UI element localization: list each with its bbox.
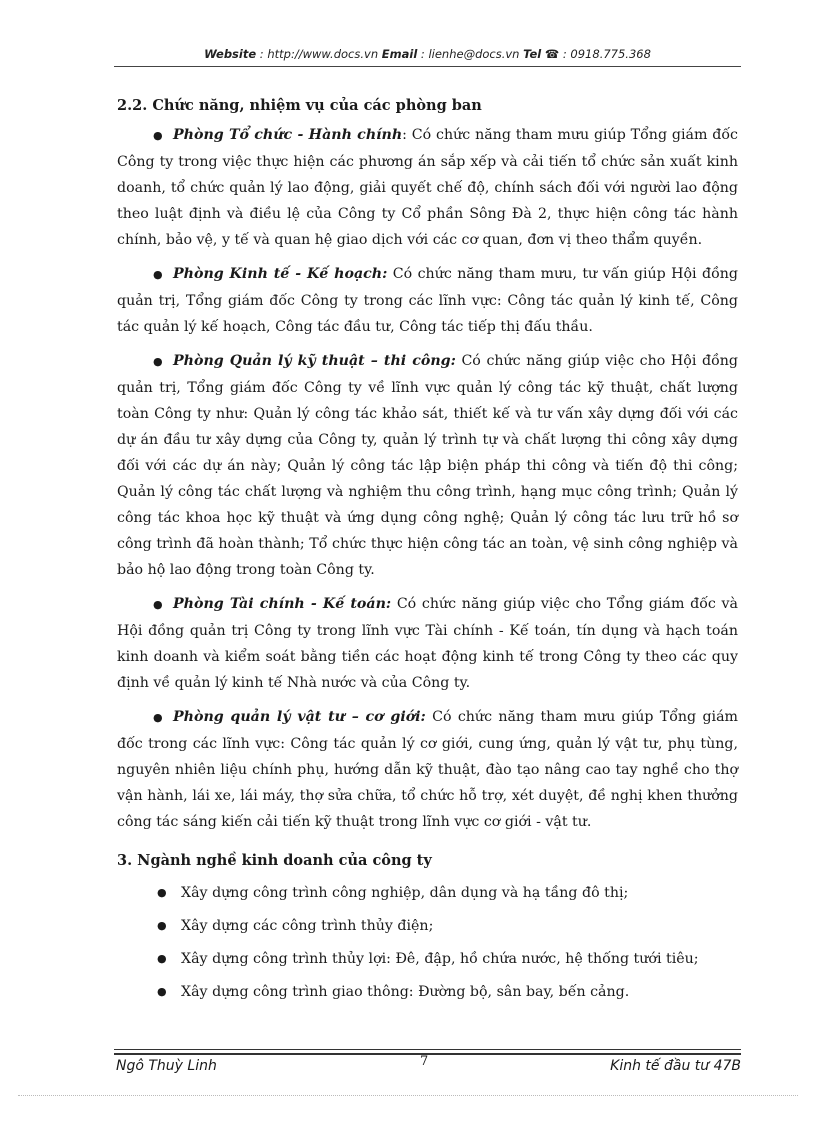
- department-name: Phòng Kinh tế - Kế hoạch:: [173, 266, 388, 282]
- department-name: Phòng Tổ chức - Hành chính: [173, 127, 403, 143]
- list-item-text: Xây dựng công trình giao thông: Đường bộ, sân bay, bến cảng.: [181, 984, 630, 1000]
- header-rule: [114, 66, 741, 67]
- page-number: 7: [420, 1054, 429, 1069]
- department-paragraph: [117, 348, 738, 583]
- bullet-icon: ●: [153, 355, 163, 368]
- bullet-icon: ●: [157, 985, 167, 998]
- department-name: Phòng quản lý vật tư – cơ giới:: [173, 709, 426, 725]
- department-description: Có chức năng tham mưu giúp Tổng giám đốc trong các lĩnh vực: Công tác quản lý cơ giới, cung ứng, quản lý vật tư, phụ tùng, nguyên nhiên liệu chính phụ, hướng dẫn kỹ thuật, đào tạo nâng cao tay nghề cho thợ vận hành, lái xe, lái máy, thợ sửa chữa, tổ chức hỗ trợ, xét duyệt, đề nghị khen thưởng công tác sáng kiến cải tiến kỹ thuật trong lĩnh vực cơ giới - vật tư.: [117, 709, 738, 830]
- page-header: Website : http://www.docs.vn Email : lienhe@docs.vn Tel ☎ : 0918.775.368: [204, 47, 651, 61]
- department-paragraph: [117, 591, 738, 696]
- department-paragraph: [117, 704, 738, 835]
- department-description: Có chức năng tham mưu, tư vấn giúp Hội đồng quản trị, Tổng giám đốc Công ty trong các lĩnh vực: Công tác quản lý kinh tế, Công tác quản lý kế hoạch, Công tác đầu tư, Công tác tiếp thị đấu thầu.: [117, 266, 739, 335]
- bullet-icon: ●: [157, 952, 167, 965]
- page-footer: [114, 1054, 741, 1078]
- list-item-text: Xây dựng các công trình thủy điện;: [181, 918, 434, 934]
- tel-label: Tel: [523, 47, 542, 61]
- list-item: [117, 945, 738, 973]
- department-paragraph: [117, 261, 738, 340]
- list-item: [117, 978, 738, 1006]
- bullet-icon: ●: [157, 886, 167, 899]
- footer-course: Kinh tế đầu tư 47B: [610, 1058, 741, 1074]
- list-item-text: Xây dựng công trình công nghiệp, dân dụng và hạ tầng đô thị;: [181, 885, 629, 901]
- bullet-icon: ●: [153, 129, 163, 142]
- bullet-icon: ●: [153, 598, 163, 611]
- bullet-icon: ●: [153, 711, 163, 724]
- department-name: Phòng Quản lý kỹ thuật – thi công:: [173, 353, 456, 369]
- bullet-icon: ●: [157, 919, 167, 932]
- website-url[interactable]: http://www.docs.vn: [267, 47, 379, 61]
- department-description: Có chức năng giúp việc cho Tổng giám đốc và Hội đồng quản trị Công ty trong lĩnh vực Tài chính - Kế toán, tín dụng và hạch toán kinh doanh và kiểm soát bằng tiền các hoạt động kinh tế trong Công ty theo các quy định về quản lý kinh tế Nhà nước và của Công ty.: [117, 596, 738, 691]
- tel-number: 0918.775.368: [570, 47, 651, 61]
- document-body: [117, 96, 738, 1011]
- email-address[interactable]: lienhe@docs.vn: [428, 47, 520, 61]
- website-label: Website: [204, 47, 257, 61]
- section-title: 3. Ngành nghề kinh doanh của công ty: [117, 852, 432, 869]
- department-description: : Có chức năng tham mưu giúp Tổng giám đốc Công ty trong việc thực hiện các phương án sắp xếp và cải tiến tổ chức sản xuất kinh doanh, tổ chức quản lý lao động, giải quyết chế độ, chính sách đối với người lao động theo luật định và điều lệ của Công ty Cổ phần Sông Đà 2, thực hiện công tác hành chính, bảo vệ, y tế và quan hệ giao dịch với các cơ quan, đơn vị theo thẩm quyền.: [117, 127, 738, 248]
- list-item: [117, 912, 738, 940]
- section-title: 2.2. Chức năng, nhiệm vụ của các phòng ban: [117, 97, 482, 114]
- list-item-text: Xây dựng công trình thủy lợi: Đê, đập, hồ chứa nước, hệ thống tưới tiêu;: [181, 951, 699, 967]
- department-description: Có chức năng giúp việc cho Hội đồng quản trị, Tổng giám đốc Công ty về lĩnh vực quản lý công tác kỹ thuật, chất lượng toàn Công ty như: Quản lý công tác khảo sát, thiết kế và tư vấn xây dựng đối với các dự án đầu tư xây dựng của Công ty, quản lý trình tự và chất lượng thi công xây dựng đối với các dự án này; Quản lý công tác lập biện pháp thi công và tiến độ thi công; Quản lý công tác chất lượng và nghiệm thu công trình, hạng mục công trình; Quản lý công tác khoa học kỹ thuật và ứng dụng công nghệ; Quản lý công tác lưu trữ hồ sơ công trình đã hoàn thành; Tổ chức thực hiện công tác an toàn, vệ sinh công nghiệp và bảo hộ lao động trong toàn Công ty.: [117, 353, 738, 578]
- bullet-icon: ●: [153, 268, 163, 281]
- list-item: [117, 879, 738, 907]
- email-label: Email: [381, 47, 418, 61]
- business-list: [117, 879, 738, 1006]
- page-border-dotted: [18, 1095, 798, 1096]
- footer-author: Ngô Thuỳ Linh: [116, 1058, 217, 1074]
- footer-rule: [114, 1049, 741, 1050]
- phone-icon: ☎: [544, 47, 560, 61]
- department-paragraph: [117, 122, 738, 253]
- department-name: Phòng Tài chính - Kế toán:: [173, 596, 392, 612]
